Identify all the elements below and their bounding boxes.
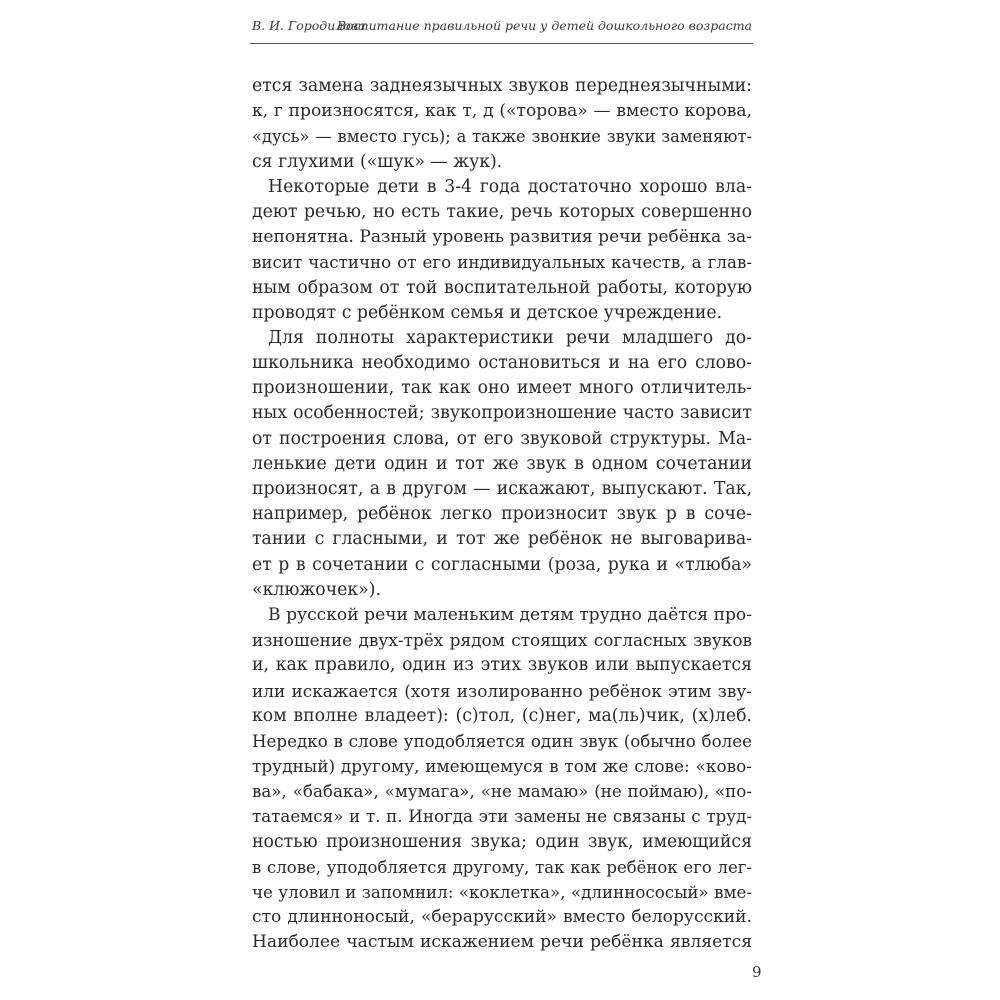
text-line: висит частично от его индивидуальных качеств, а глав- xyxy=(252,252,752,273)
text-line: Нередко в слове уподобляется один звук (обычно более xyxy=(252,730,752,751)
text-line: ных особенностей; звукопроизношение часто зависит xyxy=(252,403,752,424)
text-line: Для полноты характеристики речи младшего до- xyxy=(268,327,752,348)
text-line: школьника необходимо остановиться и на его слово- xyxy=(252,353,752,374)
text-line: например, ребёнок легко произносит звук р в соче- xyxy=(252,504,752,525)
text-line: или искажается (хотя изолированно ребёнок этим зву- xyxy=(252,680,752,701)
text-line: В русской речи маленьким детям трудно даётся про- xyxy=(268,604,752,625)
text-line: к, г произносятся, как т, д («торова» — вместо корова, xyxy=(252,101,752,122)
text-line: ленькие дети один и тот же звук в одном сочетании xyxy=(252,453,752,474)
text-line: ком вполне владеет): (с)тол, (с)нег, ма(ль)чик, (х)леб. xyxy=(252,705,752,726)
text-line: и, как правило, один из этих звуков или выпускается xyxy=(252,655,752,676)
text-line: ет р в сочетании с согласными (роза, рука и «тлюба» xyxy=(252,554,752,575)
text-line: произносят, а в другом — искажают, выпускают. Так, xyxy=(252,479,752,499)
text-line: «дусь» — вместо гусь); а также звонкие звуки заменяют- xyxy=(252,127,752,147)
page-number: 9 xyxy=(752,963,762,981)
header-rule xyxy=(250,43,753,44)
text-line: тании с гласными, и тот же ребёнок не выговарива- xyxy=(252,529,752,550)
text-line: ным образом от той воспитательной работы, которую xyxy=(252,277,752,298)
text-line: деют речью, но есть такие, речь которых совершенно xyxy=(252,201,752,222)
body-text xyxy=(252,74,752,956)
text-line: сто длинноносый, «берарусский» вместо белорусский. xyxy=(252,907,752,928)
text-line: Некоторые дети в 3-4 года достаточно хорошо вла- xyxy=(268,176,752,197)
text-line: татаемся» и т. п. Иногда эти замены не связаны с труд- xyxy=(252,806,752,827)
text-line: ностью произношения звука; один звук, имеющийся xyxy=(252,831,752,852)
header-author: В. И. Городилова xyxy=(252,18,366,33)
text-line: произношении, так как оно имеет много отличитель- xyxy=(252,378,752,399)
text-line: трудный) другому, имеющемуся в том же слове: «ково- xyxy=(252,756,752,777)
header-book-title: Воспитание правильной речи у детей дошкольного возраста xyxy=(336,18,752,33)
text-line: Наиболее частым искажением речи ребёнка является xyxy=(252,932,752,953)
text-line: ся глухими («шук» — жук). xyxy=(252,151,503,172)
text-line: в слове, уподобляется другому, так как ребёнок его лег- xyxy=(252,857,752,877)
text-line: че уловил и запомнил: «коклетка», «длиннососый» вме- xyxy=(252,882,752,902)
text-line: ется замена заднеязычных звуков переднеязычными: xyxy=(252,76,752,96)
text-line: изношение двух-трёх рядом стоящих согласных звуков xyxy=(252,630,752,651)
text-line: от построения слова, от его звуковой структуры. Ма- xyxy=(252,428,752,449)
text-line: непонятна. Разный уровень развития речи ребёнка за- xyxy=(252,227,752,248)
text-line: ва», «бабака», «мумага», «не мамаю» (не поймаю), «по- xyxy=(252,781,752,802)
text-line: проводят с ребёнком семья и детское учреждение. xyxy=(252,302,723,323)
text-line: «клюжочек»). xyxy=(252,579,381,600)
